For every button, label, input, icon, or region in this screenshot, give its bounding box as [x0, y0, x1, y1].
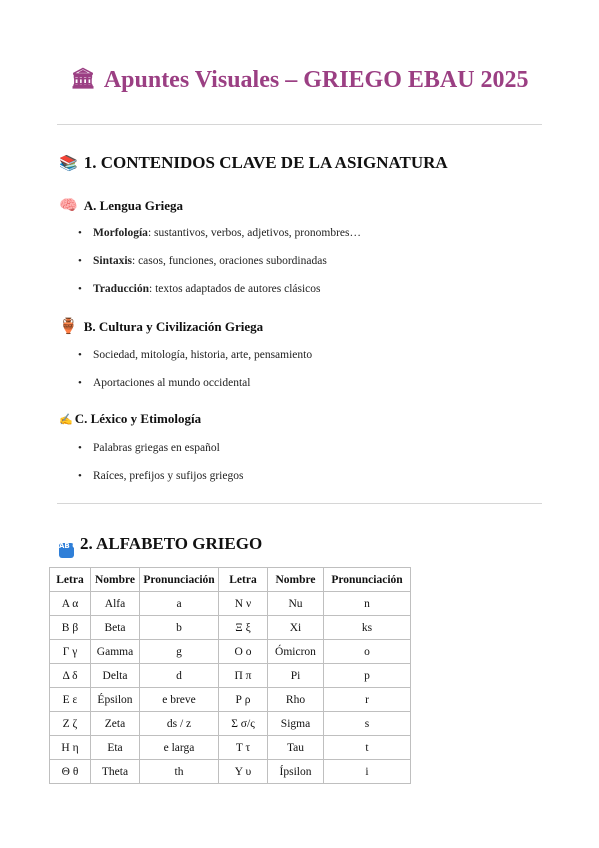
list-item-text: : textos adaptados de autores clásicos: [149, 283, 321, 295]
table-cell: Ζ ζ: [50, 712, 91, 736]
table-cell: Δ δ: [50, 664, 91, 688]
list-item-term: Traducción: [93, 283, 150, 295]
list-item-text: Aportaciones al mundo occidental: [93, 377, 251, 389]
table-row: [50, 712, 411, 736]
subsection-a-heading-text: A. Lengua Griega: [83, 198, 183, 213]
page-title-text: Apuntes Visuales – GRIEGO EBAU 2025: [103, 67, 529, 93]
table-cell: Γ γ: [50, 640, 91, 664]
table-cell: Nu: [268, 592, 324, 616]
table-cell: Ξ ξ: [219, 616, 268, 640]
table-cell: Alfa: [91, 592, 140, 616]
table-cell: Tau: [268, 736, 324, 760]
page-title: [0, 66, 599, 94]
greek-alphabet-table: [49, 567, 411, 784]
table-cell: Pi: [268, 664, 324, 688]
table-cell: Beta: [91, 616, 140, 640]
abcd-input-icon: AB CD: [59, 537, 74, 558]
column-header: Pronunciación: [324, 568, 411, 592]
divider: [57, 503, 542, 504]
table-cell: Ο ο: [219, 640, 268, 664]
subsection-c-heading-text: C. Léxico y Etimología: [74, 411, 202, 426]
table-cell: Α α: [50, 592, 91, 616]
subsection-b-heading-text: B. Cultura y Civilización Griega: [83, 319, 264, 334]
classical-building-icon: 🏛: [70, 68, 96, 90]
table-cell: Ρ ρ: [219, 688, 268, 712]
subsection-c-list: [72, 441, 243, 497]
table-cell: b: [140, 616, 219, 640]
table-cell: Sigma: [268, 712, 324, 736]
list-item: [72, 348, 312, 376]
table-row: [50, 688, 411, 712]
table-row: [50, 640, 411, 664]
list-item-term: Sintaxis: [93, 255, 132, 267]
list-item-text: : casos, funciones, oraciones subordinadas: [132, 255, 327, 267]
column-header: Letra: [219, 568, 268, 592]
table-cell: d: [140, 664, 219, 688]
table-cell: Delta: [91, 664, 140, 688]
table-cell: Τ τ: [219, 736, 268, 760]
brain-icon: 🧠: [59, 198, 78, 214]
table-cell: Theta: [91, 760, 140, 784]
column-header: Letra: [50, 568, 91, 592]
table-header-row: [50, 568, 411, 592]
table-row: [50, 592, 411, 616]
table-row: [50, 760, 411, 784]
subsection-c-heading: [59, 411, 201, 427]
list-item: [72, 226, 361, 254]
table-cell: o: [324, 640, 411, 664]
table-row: [50, 664, 411, 688]
table-cell: Π π: [219, 664, 268, 688]
table-cell: Rho: [268, 688, 324, 712]
table-row: [50, 616, 411, 640]
table-cell: Β β: [50, 616, 91, 640]
list-item: [72, 441, 243, 469]
subsection-a-list: [72, 226, 361, 310]
writing-hand-icon: ✍: [59, 414, 73, 426]
table-cell: t: [324, 736, 411, 760]
table-cell: ks: [324, 616, 411, 640]
table-cell: ds / z: [140, 712, 219, 736]
column-header: Pronunciación: [140, 568, 219, 592]
subsection-b-list: [72, 348, 312, 404]
list-item-text: Palabras griegas en español: [93, 442, 220, 454]
amphora-icon: 🏺: [59, 319, 78, 335]
list-item: [72, 282, 361, 310]
table-cell: s: [324, 712, 411, 736]
table-cell: p: [324, 664, 411, 688]
section-1-heading-text: 1. CONTENIDOS CLAVE DE LA ASIGNATURA: [83, 153, 448, 172]
table-cell: Θ θ: [50, 760, 91, 784]
subsection-b-heading: [59, 317, 263, 336]
table-cell: Η η: [50, 736, 91, 760]
table-cell: e larga: [140, 736, 219, 760]
table-cell: Σ σ/ς: [219, 712, 268, 736]
table-cell: Épsilon: [91, 688, 140, 712]
list-item-text: Raíces, prefijos y sufijos griegos: [93, 470, 244, 482]
table-cell: Υ υ: [219, 760, 268, 784]
table-cell: n: [324, 592, 411, 616]
column-header: Nombre: [91, 568, 140, 592]
list-item-text: Sociedad, mitología, historia, arte, pensamiento: [93, 349, 313, 361]
table-cell: a: [140, 592, 219, 616]
divider: [57, 124, 542, 125]
table-cell: Ípsilon: [268, 760, 324, 784]
table-cell: e breve: [140, 688, 219, 712]
table-cell: Gamma: [91, 640, 140, 664]
table-row: [50, 736, 411, 760]
table-cell: i: [324, 760, 411, 784]
list-item: [72, 469, 243, 497]
table-cell: th: [140, 760, 219, 784]
list-item: [72, 254, 361, 282]
table-cell: g: [140, 640, 219, 664]
section-2-heading: [59, 534, 262, 558]
table-cell: Ómicron: [268, 640, 324, 664]
table-cell: Eta: [91, 736, 140, 760]
section-2-heading-text: 2. ALFABETO GRIEGO: [80, 534, 263, 553]
table-cell: r: [324, 688, 411, 712]
subsection-a-heading: [59, 196, 183, 215]
table-cell: Zeta: [91, 712, 140, 736]
books-icon: 📚: [59, 156, 78, 172]
table-cell: Ε ε: [50, 688, 91, 712]
list-item-text: : sustantivos, verbos, adjetivos, pronombres…: [147, 227, 361, 239]
list-item: [72, 376, 312, 404]
table-cell: Ν ν: [219, 592, 268, 616]
section-1-heading: [59, 153, 448, 173]
column-header: Nombre: [268, 568, 324, 592]
table-cell: Xi: [268, 616, 324, 640]
list-item-term: Morfología: [93, 227, 148, 239]
